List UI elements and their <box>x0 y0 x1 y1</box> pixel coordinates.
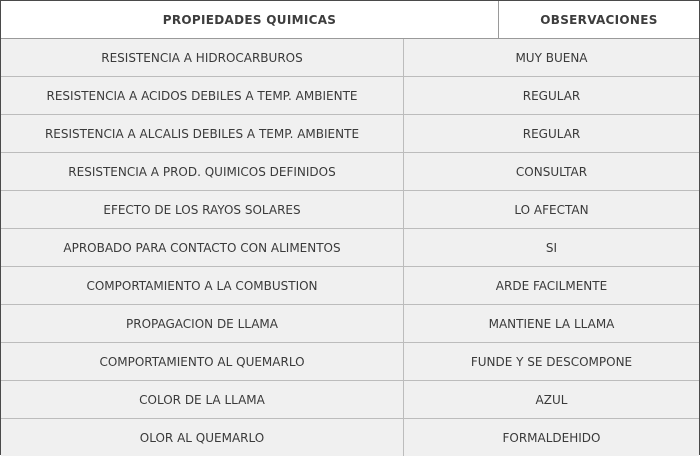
table-row <box>1 343 699 381</box>
table-row <box>1 381 699 419</box>
table-row <box>1 153 699 191</box>
observation-cell: REGULAR <box>522 88 581 103</box>
observation-cell: MANTIENE LA LLAMA <box>488 316 615 331</box>
observation-cell: CONSULTAR <box>515 164 588 179</box>
header-observaciones: OBSERVACIONES <box>540 12 658 27</box>
property-cell: EFECTO DE LOS RAYOS SOLARES <box>1 191 404 228</box>
property-cell: APROBADO PARA CONTACTO CON ALIMENTOS <box>1 229 404 266</box>
header-propiedades-quimicas: PROPIEDADES QUIMICAS <box>1 1 499 38</box>
table-row <box>1 267 699 305</box>
property-cell: RESISTENCIA A ALCALIS DEBILES A TEMP. AMBIENTE <box>1 115 404 152</box>
property-cell: RESISTENCIA A HIDROCARBUROS <box>1 39 404 76</box>
table-row <box>1 115 699 153</box>
observation-cell: FORMALDEHIDO <box>502 430 601 445</box>
observation-cell: FUNDE Y SE DESCOMPONE <box>470 354 633 369</box>
table-row <box>1 77 699 115</box>
table-row <box>1 39 699 77</box>
table-row <box>1 191 699 229</box>
observation-cell: MUY BUENA <box>515 50 588 65</box>
property-cell: RESISTENCIA A ACIDOS DEBILES A TEMP. AMBIENTE <box>1 77 404 114</box>
table-header-row <box>1 1 699 39</box>
observation-cell: SI <box>545 240 558 255</box>
property-cell: RESISTENCIA A PROD. QUIMICOS DEFINIDOS <box>1 153 404 190</box>
property-cell: OLOR AL QUEMARLO <box>1 419 404 456</box>
table-row <box>1 305 699 343</box>
observation-cell: AZUL <box>535 392 568 407</box>
table-body <box>1 39 699 456</box>
property-cell: COMPORTAMIENTO AL QUEMARLO <box>1 343 404 380</box>
observation-cell: LO AFECTAN <box>514 202 589 217</box>
table-row <box>1 419 699 456</box>
observation-cell: REGULAR <box>522 126 581 141</box>
table-row <box>1 229 699 267</box>
property-cell: PROPAGACION DE LLAMA <box>1 305 404 342</box>
observation-cell: ARDE FACILMENTE <box>495 278 608 293</box>
property-cell: COLOR DE LA LLAMA <box>1 381 404 418</box>
property-cell: COMPORTAMIENTO A LA COMBUSTION <box>1 267 404 304</box>
